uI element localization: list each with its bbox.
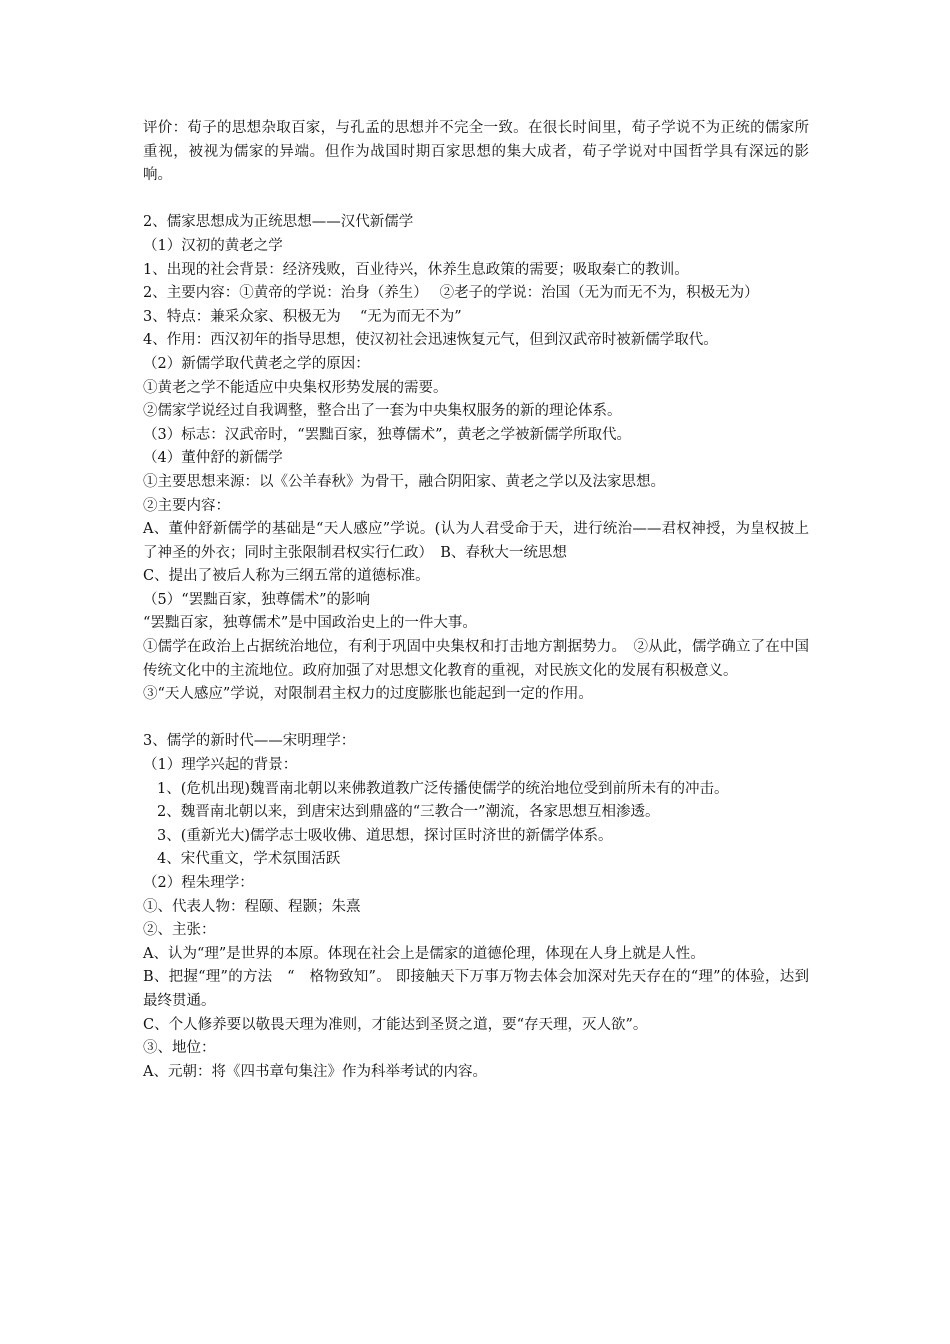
section-2-heading: 2、儒家思想成为正统思想——汉代新儒学 [143,214,414,231]
influence-intro: “罢黜百家，独尊儒术”是中国政治史上的一件大事。 [143,615,477,632]
influence-1-2: ①儒学在政治上占据统治地位，有利于巩固中央集权和打击地方割据势力。 ②从此，儒学确立了在中国传统文化中的主流地位。政府加强了对思想文化教育的重视，对民族文化的发展有积极意义。 [143,639,809,679]
section-2-line-4: 4、作用：西汉初年的指导思想，使汉初社会迅速恢复元气，但到汉武帝时被新儒学取代。 [143,332,718,349]
section-2-line-3: 3、特点：兼采众家、积极无为 “无为而无不为” [143,308,462,325]
section-3-sub-1: （1）理学兴起的背景： [143,757,298,774]
reason-1: ①黄老之学不能适应中央集权形势发展的需要。 [143,379,448,396]
background-2: 2、魏晋南北朝以来，到唐宋达到鼎盛的“三教合一”潮流，各家思想互相渗透。 [157,804,660,821]
section-2-sub-4: （4）董仲舒的新儒学 [143,450,283,467]
reason-2: ②儒家学说经过自我调整，整合出了一套为中央集权服务的新的理论体系。 [143,403,622,420]
section-2-line-1: 1、出现的社会背景：经济残败，百业待兴，休养生息政策的需要；吸取秦亡的教训。 [143,261,689,278]
section-2-sub-5: （5）“罢黜百家，独尊儒术”的影响 [143,591,371,608]
status-a: A、元朝：将《四书章句集注》作为科举考试的内容。 [143,1063,487,1080]
document-body [143,117,809,1084]
paragraph-gap [143,707,809,731]
background-4: 4、宋代重文，学术氛围活跃 [157,851,341,868]
dong-content-a: A、董仲舒新儒学的基础是“天人感应”学说。(认为人君受命于天，进行统治——君权神授，为皇权披上了神圣的外衣；同时主张限制君权实行仁政） B、春秋大一统思想 [143,521,809,561]
cheng-zhu-claims-label: ②、主张： [143,922,216,939]
section-2-sub-3: （3）标志：汉武帝时，“罢黜百家，独尊儒术”，黄老之学被新儒学所取代。 [143,426,632,443]
section-2-sub-2: （2）新儒学取代黄老之学的原因： [143,355,370,372]
background-1: 1、(危机出现)魏晋南北朝以来佛教道教广泛传播使儒学的统治地位受到前所未有的冲击。 [157,780,729,797]
section-2-line-2: 2、主要内容：①黄帝的学说：治身（养生） ②老子的学说：治国（无为而无不为，积极无为） [143,285,759,302]
paragraph-gap [143,188,809,212]
status-label: ③、地位： [143,1040,216,1057]
section-3-sub-2: （2）程朱理学： [143,875,254,891]
dong-source: ①主要思想来源：以《公羊春秋》为骨干，融合阴阳家、黄老之学以及法家思想。 [143,473,665,490]
dong-content-c: C、提出了被后人称为三纲五常的道德标准。 [143,568,430,585]
cheng-zhu-figures: ①、代表人物：程颐、程颢；朱熹 [143,898,361,915]
influence-3: ③“天人感应”学说，对限制君主权力的过度膨胀也能起到一定的作用。 [143,686,593,703]
claim-a: A、认为“理”是世界的本原。体现在社会上是儒家的道德伦理，体现在人身上就是人性。 [143,945,705,962]
dong-content-label: ②主要内容： [143,497,230,514]
background-3: 3、(重新光大)儒学志士吸收佛、道思想，探讨匡时济世的新儒学体系。 [157,827,613,844]
section-2-sub-1: （1）汉初的黄老之学 [143,237,283,254]
section-3-heading: 3、儒学的新时代——宋明理学： [143,733,356,750]
claim-c: C、个人修养要以敬畏天理为准则，才能达到圣贤之道，要“存天理，灭人欲”。 [143,1016,648,1033]
evaluation-paragraph: 评价：荀子的思想杂取百家，与孔孟的思想并不完全一致。在很长时间里，荀子学说不为正统的儒家所重视，被视为儒家的异端。但作为战国时期百家思想的集大成者，荀子学说对中国哲学具有深远的影响。 [143,120,809,184]
claim-b: B、把握“理”的方法 “ 格物致知”。 即接触天下万事万物去体会加深对先天存在的“理”的体验，达到最终贯通。 [143,969,809,1009]
